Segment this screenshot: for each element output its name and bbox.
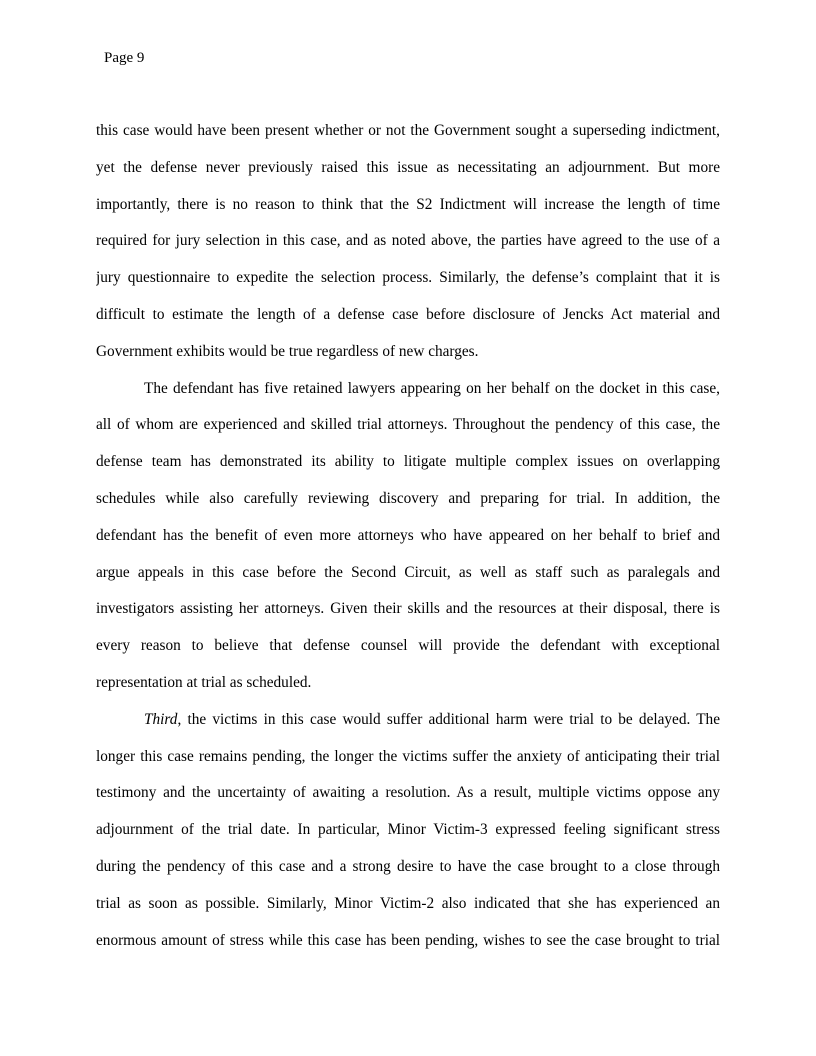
text-line: during the pendency of this case and a strong desire to have the case brought to a close through [96,857,720,875]
text-line: adjournment of the trial date. In particular, Minor Victim-3 expressed feeling significant stress [96,821,720,839]
text-line: required for jury selection in this case, and as noted above, the parties have agreed to the use of a [96,232,720,250]
paragraph [96,113,720,371]
document-body [96,113,720,959]
text-line: difficult to estimate the length of a defense case before disclosure of Jencks Act material and [96,305,720,323]
text-run: , the victims in this case would suffer additional harm were trial to be delayed. The [177,710,720,728]
text-line: yet the defense never previously raised this issue as necessitating an adjournment. But more [96,158,720,176]
paragraph [96,371,720,702]
text-line: trial as soon as possible. Similarly, Minor Victim-2 also indicated that she has experienced an [96,894,720,912]
page-number: Page 9 [104,50,145,66]
text-line [96,702,720,739]
text-line: The defendant has five retained lawyers appearing on her behalf on the docket in this case, [144,379,720,397]
text-line: importantly, there is no reason to think that the S2 Indictment will increase the length of time [96,195,720,213]
text-line: Government exhibits would be true regardless of new charges. [96,342,479,360]
text-line: representation at trial as scheduled. [96,673,312,691]
text-line: argue appeals in this case before the Second Circuit, as well as staff such as paralegals and [96,563,720,581]
text-line: all of whom are experienced and skilled trial attorneys. Throughout the pendency of this case, the [96,416,720,434]
text-line: every reason to believe that defense counsel will provide the defendant with exceptional [96,637,720,655]
text-line: defendant has the benefit of even more attorneys who have appeared on her behalf to brief and [96,526,720,544]
text-line: investigators assisting her attorneys. Given their skills and the resources at their disposal, there is [96,600,720,618]
text-line: longer this case remains pending, the longer the victims suffer the anxiety of anticipating their trial [96,747,720,765]
text-line: enormous amount of stress while this case has been pending, wishes to see the case brought to trial [96,931,720,949]
text-line: testimony and the uncertainty of awaiting a resolution. As a result, multiple victims oppose any [96,784,720,802]
paragraph [96,702,720,960]
text-line: jury questionnaire to expedite the selection process. Similarly, the defense’s complaint that it is [96,269,720,287]
text-line: schedules while also carefully reviewing discovery and preparing for trial. In addition, the [96,489,720,507]
italic-lead-word: Third [144,710,178,728]
text-line: this case would have been present whether or not the Government sought a superseding indictment, [96,122,720,139]
text-line: defense team has demonstrated its ability to litigate multiple complex issues on overlapping [96,453,720,471]
